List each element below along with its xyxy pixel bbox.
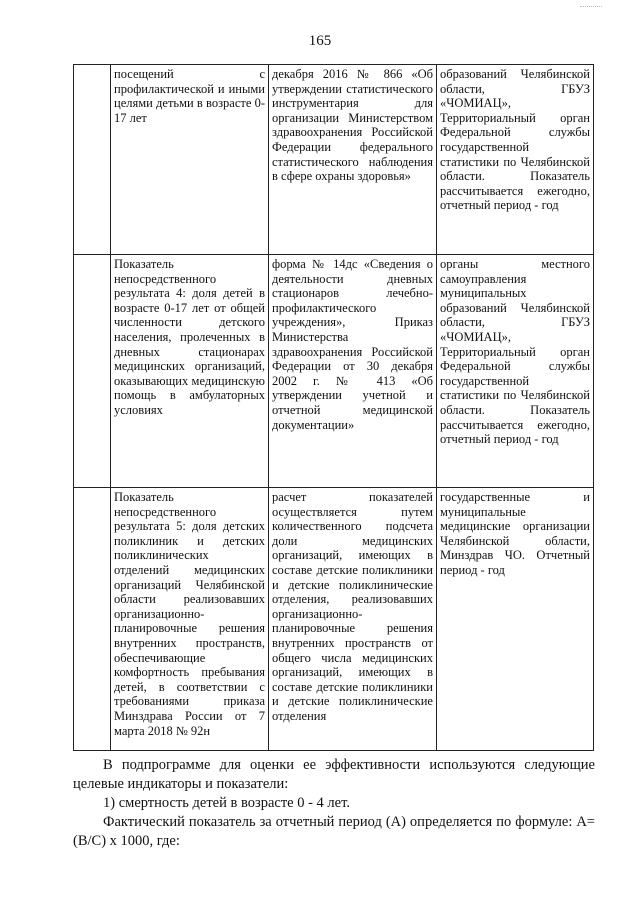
cell-text: органы местного самоуправления муниципальных образований Челябинской области, ГБУЗ «ЧОМИАЦ», Территориальный орган Федеральной службы государственной статистики по Челябинской области. Показатель рассчитывается ежегодно, отчетный период - год [440,257,590,447]
cell-text: Показатель непосредственного результата 4: доля детей в возрасте 0-17 лет от общей численности детского населения, пролеченных в дневных стационарах медицинских организаций, оказывающих медицинскую помощь в амбулаторных условиях [114,257,265,417]
cell-text: Показатель непосредственного результата 5: доля детских поликлиник и детских поликлинических отделений медицинских организаций Челябинской области реализовавших организационно-планировочные решения внутренних пространств, обеспечивающие комфортность пребывания детей, в соответствии с требованиями приказа Минздрава России от 7 марта 2018 № 92н [114,490,265,738]
scan-mark [580,6,602,9]
table-cell-indicator [111,65,269,255]
table-row [74,488,594,751]
table-cell-source [269,488,437,751]
paragraph: Фактический показатель за отчетный период (А) определяется по формуле: А= (В/С) х 1000, где: [73,814,595,849]
page-number: 165 [308,33,332,49]
paragraph: 1) смертность детей в возрасте 0 - 4 лет. [103,795,350,811]
body-text [73,756,595,851]
table-cell-empty [74,65,111,255]
cell-text: форма № 14дс «Сведения о деятельности дневных стационаров лечебно-профилактического учреждения», Приказ Министерства здравоохранения Российской Федерации от 30 декабря 2002 г. № 413 «Об утверждении учетной и отчетной медицинской документации» [272,257,433,432]
cell-text: образований Челябинской области, ГБУЗ «ЧОМИАЦ», Территориальный орган Федеральной службы государственной статистики по Челябинской области. Показатель рассчитывается ежегодно, отчетный период - год [440,67,590,213]
table-cell-responsible [437,255,594,488]
cell-text: посещений с профилактической и иными целями детьми в возрасте 0-17 лет [114,67,265,125]
cell-text: расчет показателей осуществляется путем количественного подсчета доли медицинских организаций, имеющих в составе детские поликлиники и детские поликлинические отделения, реализовавших организационно-планировочные решения внутренних пространств от общего числа медицинских организаций, имеющих в составе детские поликлиники и детские поликлинические отделения [272,490,433,723]
cell-text: государственные и муниципальные медицинские организации Челябинской области, Минздрав ЧО. Отчетный период - год [440,490,590,577]
cell-text: декабря 2016 № 866 «Об утверждении статистического инструментария для организации Министерством здравоохранения Российской Федерации федерального статистического наблюдения в сфере охраны здоровья» [272,67,433,184]
table-cell-responsible [437,65,594,255]
table-cell-source [269,255,437,488]
table-cell-indicator [111,488,269,751]
table-cell-empty [74,488,111,751]
table-row [74,65,594,255]
indicator-table [73,64,594,751]
table-cell-empty [74,255,111,488]
table-row [74,255,594,488]
table-cell-source [269,65,437,255]
table-cell-responsible [437,488,594,751]
table-cell-indicator [111,255,269,488]
paragraph: В подпрограмме для оценки ее эффективности используются следующие целевые индикаторы и показатели: [73,757,595,792]
